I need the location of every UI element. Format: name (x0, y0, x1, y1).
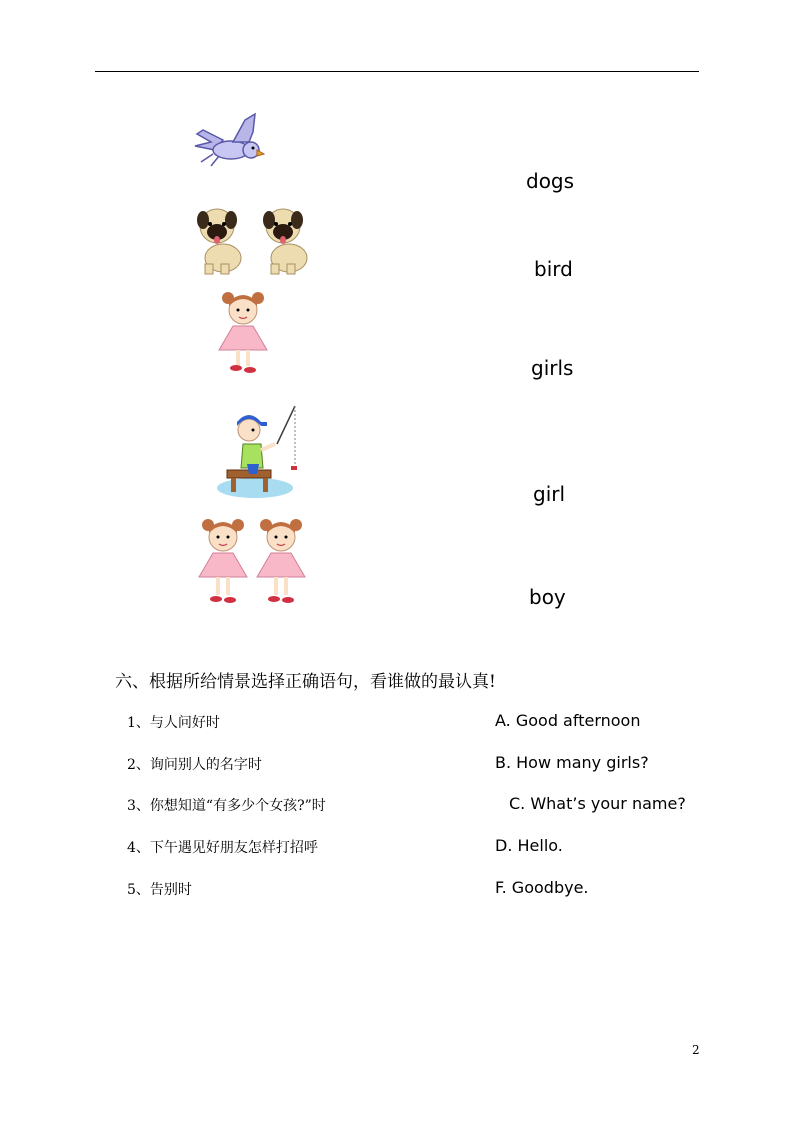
two-girls-icon (195, 515, 311, 605)
section-heading: 六、根据所给情景选择正确语句，看谁做的最认真! (115, 672, 496, 692)
word-boy: boy (529, 585, 566, 609)
question-3: 3、你想知道“有多少个女孩?”时 (127, 798, 326, 814)
answer-d: D. Hello. (495, 836, 563, 855)
word-girl: girl (533, 482, 566, 506)
answer-c: C. What’s your name? (509, 794, 686, 813)
question-2: 2、询问别人的名字时 (127, 757, 262, 773)
word-girls: girls (531, 356, 574, 380)
answer-b: B. How many girls? (495, 753, 649, 772)
word-bird: bird (534, 257, 573, 281)
bird-icon (193, 112, 265, 170)
girl-icon (215, 288, 271, 376)
fishing-boy-icon (217, 404, 301, 500)
question-1: 1、与人问好时 (127, 715, 220, 731)
word-dogs: dogs (526, 169, 575, 193)
question-4: 4、下午遇见好朋友怎样打招呼 (127, 840, 318, 856)
two-dogs-icon (195, 204, 315, 276)
header-rule (95, 71, 699, 72)
answer-f: F. Goodbye. (495, 878, 589, 897)
page-number: 2 (692, 1043, 700, 1057)
question-5: 5、告别时 (127, 882, 192, 898)
answer-a: A. Good afternoon (495, 711, 641, 730)
